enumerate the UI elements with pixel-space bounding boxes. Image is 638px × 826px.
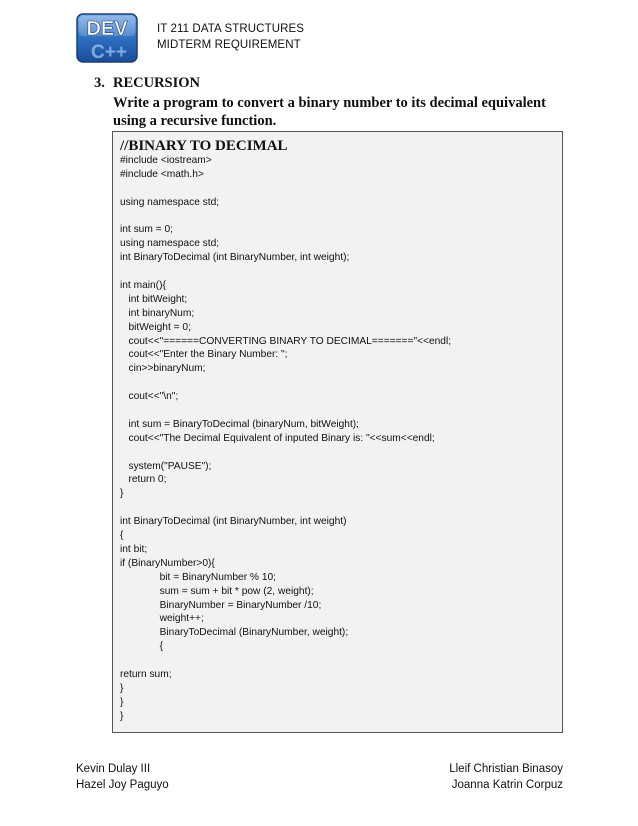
code-line: int BinaryToDecimal (int BinaryNumber, int weight); [120, 252, 350, 264]
code-listing [112, 131, 563, 733]
author-name: Lleif Christian Binasoy [449, 763, 563, 775]
author-name: Kevin Dulay III [76, 763, 151, 775]
code-line: return sum; [120, 668, 172, 680]
code-line: bitWeight = 0; [120, 321, 191, 333]
section-title: RECURSION [113, 75, 201, 91]
code-line: sum = sum + bit * pow (2, weight); [120, 585, 314, 597]
code-line: int sum = 0; [120, 224, 173, 236]
code-line: int main(){ [120, 280, 166, 292]
code-line: cin>>binaryNum; [120, 363, 206, 375]
code-line: cout<<"The Decimal Equivalent of inputed Binary is: "<<sum<<endl; [120, 432, 435, 444]
code-line: int sum = BinaryToDecimal (binaryNum, bitWeight); [120, 418, 360, 430]
code-line: } [120, 488, 124, 500]
code-line: cout<<"\n"; [120, 391, 179, 403]
code-line: int BinaryToDecimal (int BinaryNumber, int weight) [120, 516, 347, 528]
code-line: BinaryToDecimal (BinaryNumber, weight); [120, 627, 349, 639]
code-line: cout<<"Enter the Binary Number: "; [120, 349, 288, 361]
code-line: if (BinaryNumber>0){ [120, 557, 215, 569]
requirement-title: MIDTERM REQUIREMENT [157, 39, 301, 51]
code-line [120, 182, 558, 196]
code-line [120, 446, 558, 460]
code-line: int binaryNum; [120, 307, 195, 319]
course-title: IT 211 DATA STRUCTURES [157, 23, 305, 35]
code-line: cout<<"======CONVERTING BINARY TO DECIMAL======="<<endl; [120, 335, 452, 347]
code-line: BinaryNumber = BinaryNumber /10; [120, 599, 322, 611]
code-line: weight++; [120, 613, 204, 625]
code-line: return 0; [120, 474, 167, 486]
logo-text-bottom: C++ [91, 42, 127, 63]
code-title: //BINARY TO DECIMAL [120, 138, 288, 154]
code-line: } [120, 682, 124, 694]
code-line [120, 210, 558, 224]
code-line [120, 501, 558, 515]
code-line: int bit; [120, 543, 148, 555]
code-line: system("PAUSE"); [120, 460, 212, 472]
footer-right [449, 761, 563, 793]
author-name: Joanna Katrin Corpuz [451, 779, 563, 791]
code-line: using namespace std; [120, 238, 220, 250]
code-line: } [120, 696, 124, 708]
code-line: } [120, 710, 124, 722]
dev-cpp-logo [76, 13, 138, 63]
code-line: { [120, 530, 124, 542]
code-line: { [120, 641, 164, 653]
code-line [120, 654, 558, 668]
code-line [120, 265, 558, 279]
code-line [120, 376, 558, 390]
author-name: Hazel Joy Paguyo [76, 779, 169, 791]
code-line: bit = BinaryNumber % 10; [120, 571, 276, 583]
footer-left [76, 761, 169, 793]
code-line: using namespace std; [120, 196, 220, 208]
course-header [157, 21, 304, 53]
section-description: Write a program to convert a binary number to its decimal equivalent using a recursive function. [113, 95, 546, 129]
code-line: #include <iostream> [120, 155, 212, 166]
code-line [120, 404, 558, 418]
code-line: #include <math.h> [120, 168, 204, 180]
section-number: 3. [94, 75, 105, 91]
code-body [120, 154, 558, 724]
code-line: int bitWeight; [120, 293, 188, 305]
logo-text-top: DEV [86, 18, 128, 40]
